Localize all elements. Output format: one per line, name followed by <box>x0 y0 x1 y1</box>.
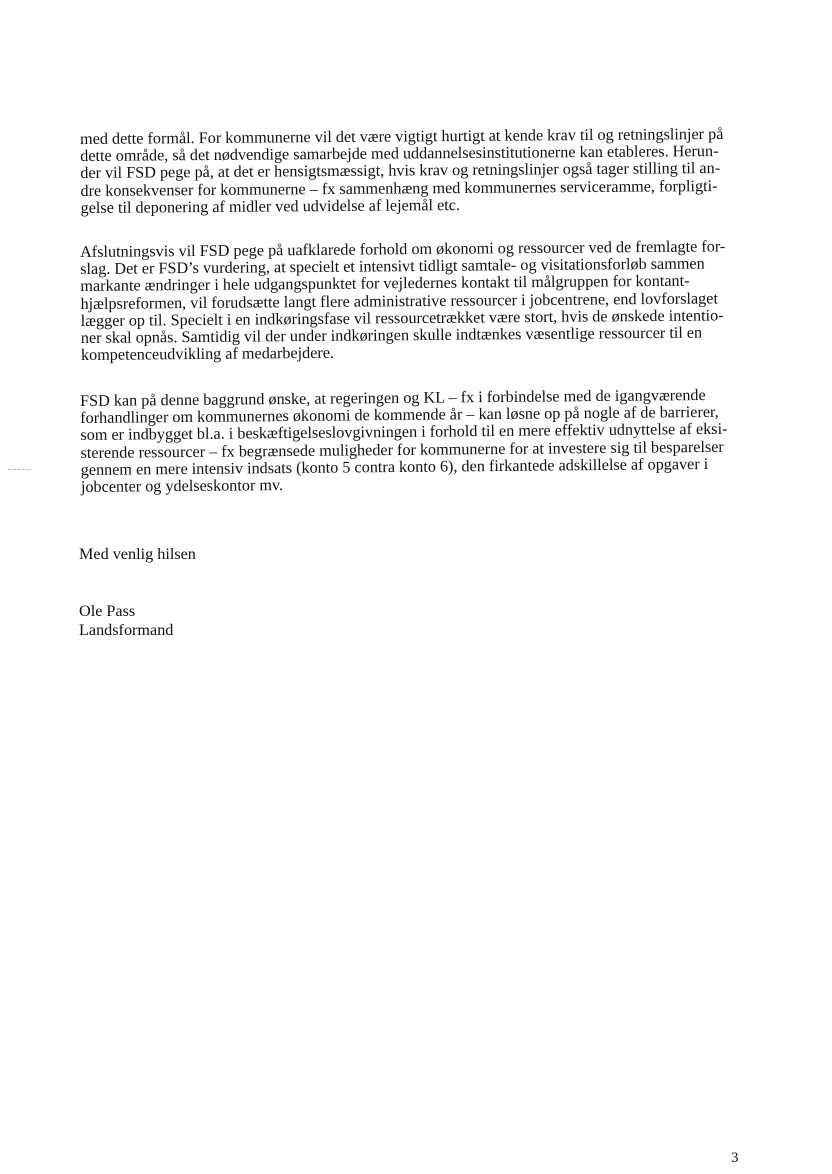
scan-artifact <box>8 469 30 474</box>
text-line: gennem en mere intensiv indsats (konto 5 contra konto 6), den firkantede adskillelse af opgaver i <box>80 454 709 479</box>
signer-title: Landsformand <box>79 621 174 639</box>
text-line: forhandlinger om kommunernes økonomi de kommende år – kan løsne op på nogle af de barrierer, <box>80 403 719 428</box>
text-line: Afslutningsvis vil FSD pege på uafklarede forhold om økonomi og ressourcer ved de fremlagte for- <box>79 237 726 261</box>
text-line: ner skal opnås. Samtidig vil der under indkøringen skulle indtænkes væsentlige ressourcer til en <box>80 323 703 348</box>
text-line: gelse til deponering af midler ved udvidelse af lejemål etc. <box>80 195 461 217</box>
text-line: der vil FSD pege på, at det er hensigtsmæssigt, hvis krav og retningslinjer også tager stilling til an- <box>80 159 721 183</box>
text-line: med dette formål. For kommunerne vil det være vigtigt hurtigt at kende krav til og retningslinjer på <box>79 124 724 148</box>
text-line: hjælpsreformen, vil forudsætte langt flere administrative ressourcer i jobcentrene, end lovforslaget <box>80 289 718 313</box>
paragraph-economy-resources <box>80 238 761 364</box>
text-line: dre konsekvenser for kommunerne – fx sammenhæng med kommunernes serviceramme, forpligti- <box>80 176 718 200</box>
text-line: FSD kan på denne baggrund ønske, at regeringen og KL – fx i forbindelse med de igangværende <box>79 385 706 410</box>
paragraph-education-cooperation <box>80 126 761 217</box>
page-number: 3 <box>731 1150 739 1166</box>
text-line: lægger op til. Specielt i en indkøringsfase vil ressourcetrækket være stort, hvis de ønskede intentio- <box>80 306 724 330</box>
text-line: jobcenter og ydelseskontor mv. <box>80 476 284 497</box>
text-line: sterende ressourcer – fx begrænsede muligheder for kommunerne for at investere sig til besparelser <box>80 437 724 462</box>
paragraph-barriers <box>80 386 761 496</box>
text-line: som er indbygget bl.a. i beskæftigelseslovgivningen i forhold til en mere effektiv udnyttelse af eksi- <box>80 420 728 445</box>
text-line: dette område, så det nødvendige samarbejde med uddannelsesinstitutionerne kan etableres. Herun- <box>80 142 719 166</box>
signer-name: Ole Pass <box>79 602 136 620</box>
closing-greeting: Med venlig hilsen <box>79 545 196 563</box>
text-line: slag. Det er FSD’s vurdering, at specielt et intensivt tidligt samtale- og visitationsforløb sammen <box>80 254 705 279</box>
text-line: markante ændringer i hele udgangspunktet for vejledernes kontakt til målgruppen for kontant- <box>80 272 690 296</box>
text-line: kompetenceudvikling af medarbejdere. <box>80 344 335 365</box>
